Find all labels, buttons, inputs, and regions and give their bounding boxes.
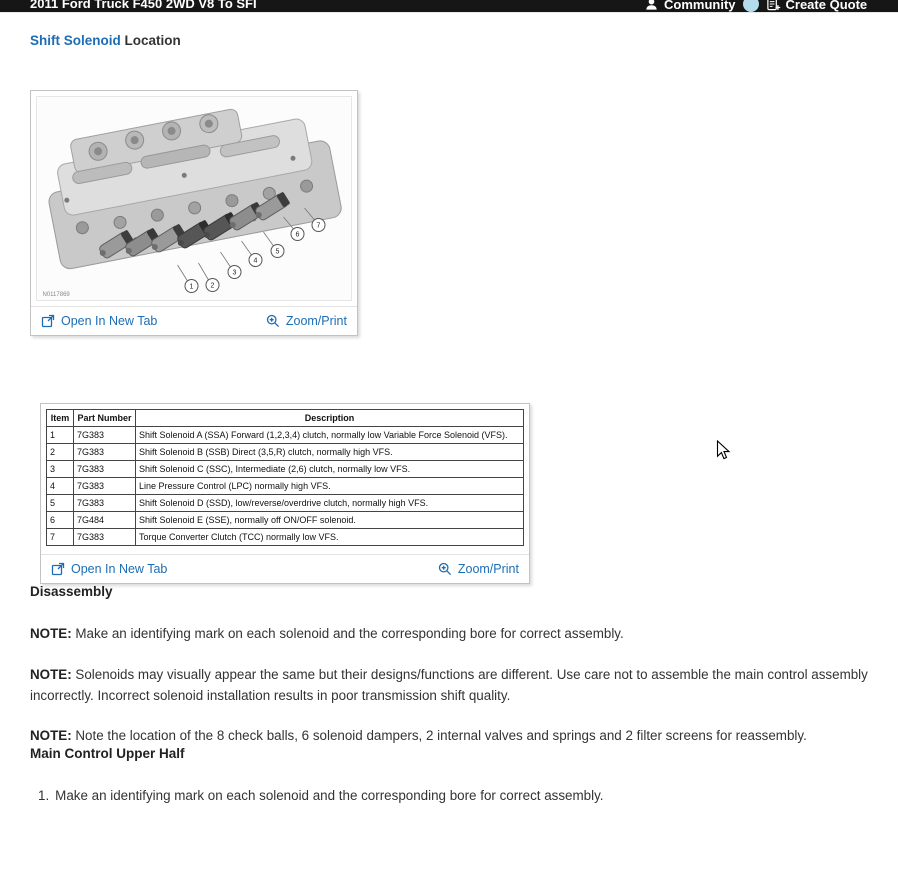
callout-3: 3 xyxy=(232,269,237,277)
col-description: Description xyxy=(136,410,524,427)
page-title-section: Location xyxy=(124,33,181,48)
cell-item: 3 xyxy=(47,461,74,478)
cell-item: 7 xyxy=(47,529,74,546)
table-row xyxy=(47,444,524,461)
avatar-badge[interactable] xyxy=(743,0,759,12)
note-label: NOTE: xyxy=(30,667,72,682)
callout-5: 5 xyxy=(275,248,280,256)
create-quote-label: Create Quote xyxy=(785,0,868,12)
valve-body-illustration xyxy=(37,97,351,300)
table-header-row xyxy=(47,410,524,427)
step-item xyxy=(38,785,868,806)
top-header-bar xyxy=(0,0,898,13)
solenoid-parts-table xyxy=(46,409,524,546)
disassembly-heading: Disassembly xyxy=(30,584,113,599)
table-row xyxy=(47,495,524,512)
callout-1: 1 xyxy=(189,283,194,291)
open-in-new-tab-link[interactable] xyxy=(51,562,167,576)
cell-desc: Shift Solenoid B (SSB) Direct (3,5,R) clutch, normally high VFS. xyxy=(136,444,524,461)
zoom-plus-icon xyxy=(438,562,452,576)
solenoid-table-card xyxy=(40,403,530,584)
solenoid-photo[interactable] xyxy=(36,96,352,301)
zoom-print-label: Zoom/Print xyxy=(285,314,347,328)
create-quote-button[interactable] xyxy=(766,0,868,12)
community-button[interactable] xyxy=(644,0,736,12)
cell-part: 7G383 xyxy=(74,444,136,461)
cell-part: 7G383 xyxy=(74,461,136,478)
col-item: Item xyxy=(47,410,74,427)
zoom-print-label: Zoom/Print xyxy=(457,562,519,576)
table-row xyxy=(47,461,524,478)
cell-item: 5 xyxy=(47,495,74,512)
step-text: Make an identifying mark on each solenoid and the corresponding bore for correct assembly. xyxy=(55,788,604,803)
col-part-number: Part Number xyxy=(74,410,136,427)
zoom-print-link[interactable] xyxy=(266,314,347,328)
cell-desc: Torque Converter Clutch (TCC) normally low VFS. xyxy=(136,529,524,546)
callout-2: 2 xyxy=(210,282,215,290)
table-row xyxy=(47,478,524,495)
cell-part: 7G484 xyxy=(74,512,136,529)
table-row xyxy=(47,512,524,529)
community-icon xyxy=(644,0,659,11)
cell-desc: Shift Solenoid D (SSD), low/reverse/overdrive clutch, normally high VFS. xyxy=(136,495,524,512)
vehicle-title: 2011 Ford Truck F450 2WD V8 To SFI xyxy=(30,0,257,11)
note-paragraph xyxy=(30,623,868,644)
community-label: Community xyxy=(664,0,736,12)
note-label: NOTE: xyxy=(30,626,72,641)
article-content xyxy=(0,33,898,806)
note-paragraph xyxy=(30,725,868,746)
note-text: Solenoids may visually appear the same but their designs/functions are different. Use care not to assemble the main control assembly incorrectly. Incorrect solenoid installation results in poor transmission shift quality. xyxy=(30,667,868,703)
cell-item: 2 xyxy=(47,444,74,461)
callout-7: 7 xyxy=(316,222,321,230)
step-number: 1. xyxy=(38,788,50,803)
callout-6: 6 xyxy=(295,231,300,239)
create-quote-icon xyxy=(766,0,781,11)
open-in-new-tab-link[interactable] xyxy=(41,314,157,328)
open-in-new-tab-label: Open In New Tab xyxy=(61,314,158,328)
cell-desc: Line Pressure Control (LPC) normally high VFS. xyxy=(136,478,524,495)
open-in-new-tab-label: Open In New Tab xyxy=(71,562,168,576)
zoom-print-link[interactable] xyxy=(438,562,519,576)
cell-desc: Shift Solenoid C (SSC), Intermediate (2,6) clutch, normally low VFS. xyxy=(136,461,524,478)
cell-desc: Shift Solenoid E (SSE), normally off ON/OFF solenoid. xyxy=(136,512,524,529)
table-row xyxy=(47,427,524,444)
page-title xyxy=(30,33,868,48)
figure-toolbar xyxy=(31,306,357,335)
note-label: NOTE: xyxy=(30,728,72,743)
zoom-plus-icon xyxy=(266,314,280,328)
cell-part: 7G383 xyxy=(74,427,136,444)
cell-part: 7G383 xyxy=(74,478,136,495)
cell-desc: Shift Solenoid A (SSA) Forward (1,2,3,4) clutch, normally low Variable Force Solenoid (VFS). xyxy=(136,427,524,444)
cell-item: 1 xyxy=(47,427,74,444)
cell-item: 4 xyxy=(47,478,74,495)
note-paragraph xyxy=(30,664,868,706)
cell-part: 7G383 xyxy=(74,529,136,546)
open-in-new-tab-icon xyxy=(41,314,55,328)
figure-toolbar xyxy=(41,554,529,583)
open-in-new-tab-icon xyxy=(51,562,65,576)
solenoid-table-image[interactable] xyxy=(46,409,524,546)
note-text: Note the location of the 8 check balls, 6 solenoid dampers, 2 internal valves and springs and 2 filter screens for reassembly. xyxy=(75,728,807,743)
solenoid-photo-card xyxy=(30,90,358,336)
figure-watermark: N0117869 xyxy=(42,292,70,298)
cell-item: 6 xyxy=(47,512,74,529)
note-text: Make an identifying mark on each solenoid and the corresponding bore for correct assembly. xyxy=(75,626,624,641)
cell-part: 7G383 xyxy=(74,495,136,512)
page-title-topic[interactable]: Shift Solenoid xyxy=(30,33,121,48)
table-row xyxy=(47,529,524,546)
upper-half-heading: Main Control Upper Half xyxy=(30,746,185,761)
callout-4: 4 xyxy=(253,257,258,265)
